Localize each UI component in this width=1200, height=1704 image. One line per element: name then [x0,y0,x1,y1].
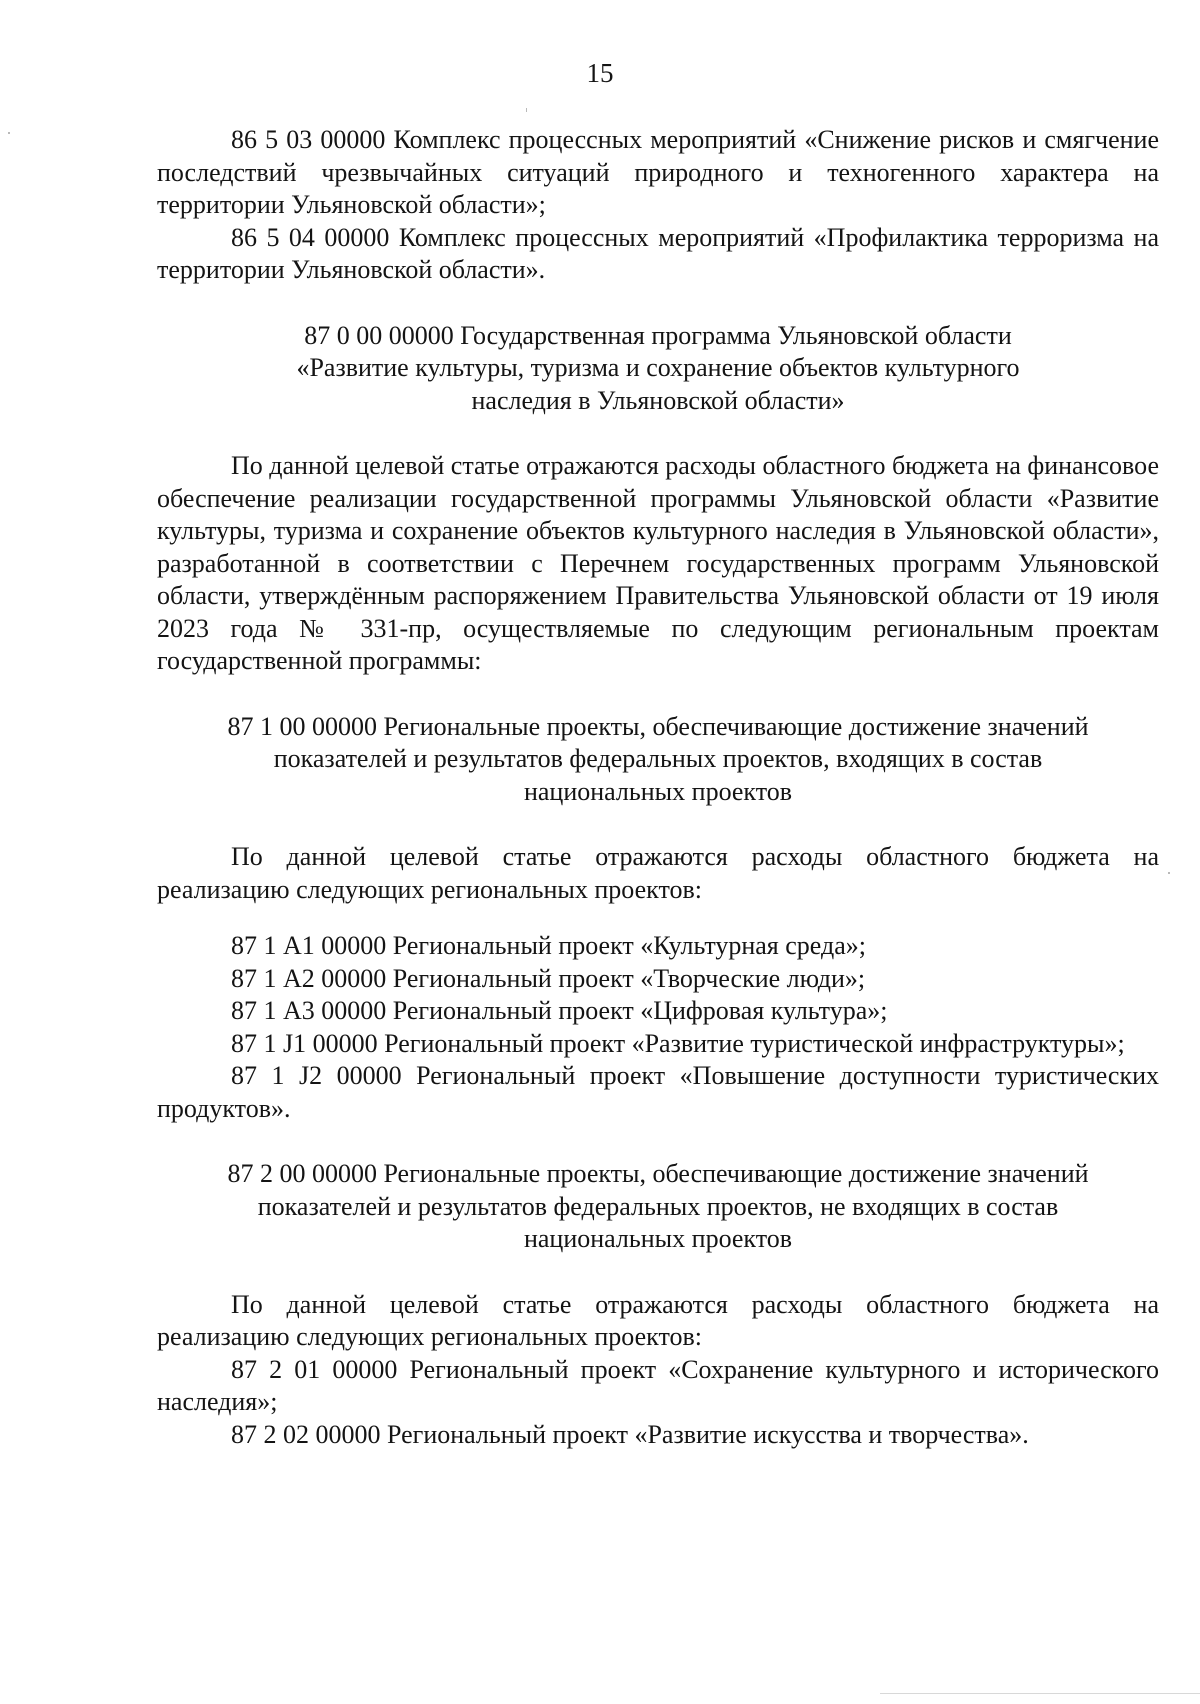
paragraph-regional-projects-1: По данной целевой статье отражаются расходы областного бюджета на реализацию следующих региональных проектов: [157,842,1159,904]
list-item: 87 1 J2 00000 Региональный проект «Повышение доступности туристических продуктов». [157,1061,1159,1123]
heading-87-0-00 [157,320,1159,418]
heading-87-1-00 [157,711,1159,809]
heading-line: 87 0 00 00000 Государственная программа Ульяновской области [304,320,1012,350]
heading-line: национальных проектов [523,776,793,806]
scan-artifact [1168,872,1170,874]
paragraph-program-description: По данной целевой статье отражаются расходы областного бюджета на финансовое обеспечение реализации государственной программы Ульяновской области «Развитие культуры, туризма и сохранение объектов культурного наследия в Ульяновской области», разработанной в соответствии с Перечнем государственных программ Ульяновской области, утверждённым распоряжением Правительства Ульяновской области от 19 июля 2023 года № 331-пр, осуществляемые по следующим региональным проектам государственной программы: [157,451,1159,675]
paragraph-86-5-03: 86 5 03 00000 Комплекс процессных мероприятий «Снижение рисков и смягчение последствий чрезвычайных ситуаций природного и техногенного характера на территории Ульяновской области»; [157,125,1159,219]
scan-artifact [526,108,527,112]
heading-87-2-00 [157,1158,1159,1256]
scan-artifact [880,1693,1200,1694]
heading-line: 87 2 00 00000 Региональные проекты, обеспечивающие достижение значений [227,1159,1089,1188]
list-item: 87 1 А2 00000 Региональный проект «Творческие люди»; [231,963,866,993]
list-item: 87 1 А1 00000 Региональный проект «Культурная среда»; [231,931,866,960]
heading-line: наследия в Ульяновской области» [471,385,845,415]
heading-line: «Развитие культуры, туризма и сохранение объектов культурного [296,353,1020,382]
document-body [157,124,1159,1451]
list-item: 87 2 01 00000 Региональный проект «Сохранение культурного и исторического наследия»; [157,1354,1159,1416]
paragraph-regional-projects-2: По данной целевой статье отражаются расходы областного бюджета на реализацию следующих региональных проектов: [157,1289,1159,1351]
heading-line: национальных проектов [523,1224,793,1253]
page-number: 15 [586,58,614,88]
heading-line: 87 1 00 00000 Региональные проекты, обеспечивающие достижение значений [227,711,1089,741]
list-item: 87 1 J1 00000 Региональный проект «Развитие туристической инфраструктуры»; [231,1028,1125,1058]
list-item: 87 2 02 00000 Региональный проект «Развитие искусства и творчества». [231,1419,1029,1449]
paragraph-86-5-04: 86 5 04 00000 Комплекс процессных мероприятий «Профилактика терроризма на территории Ульяновской области». [157,222,1159,284]
scan-artifact [8,132,10,134]
list-item: 87 1 А3 00000 Региональный проект «Цифровая культура»; [231,996,888,1025]
heading-line: показателей и результатов федеральных проектов, не входящих в состав [257,1191,1059,1221]
heading-line: показателей и результатов федеральных проектов, входящих в состав [273,744,1043,773]
